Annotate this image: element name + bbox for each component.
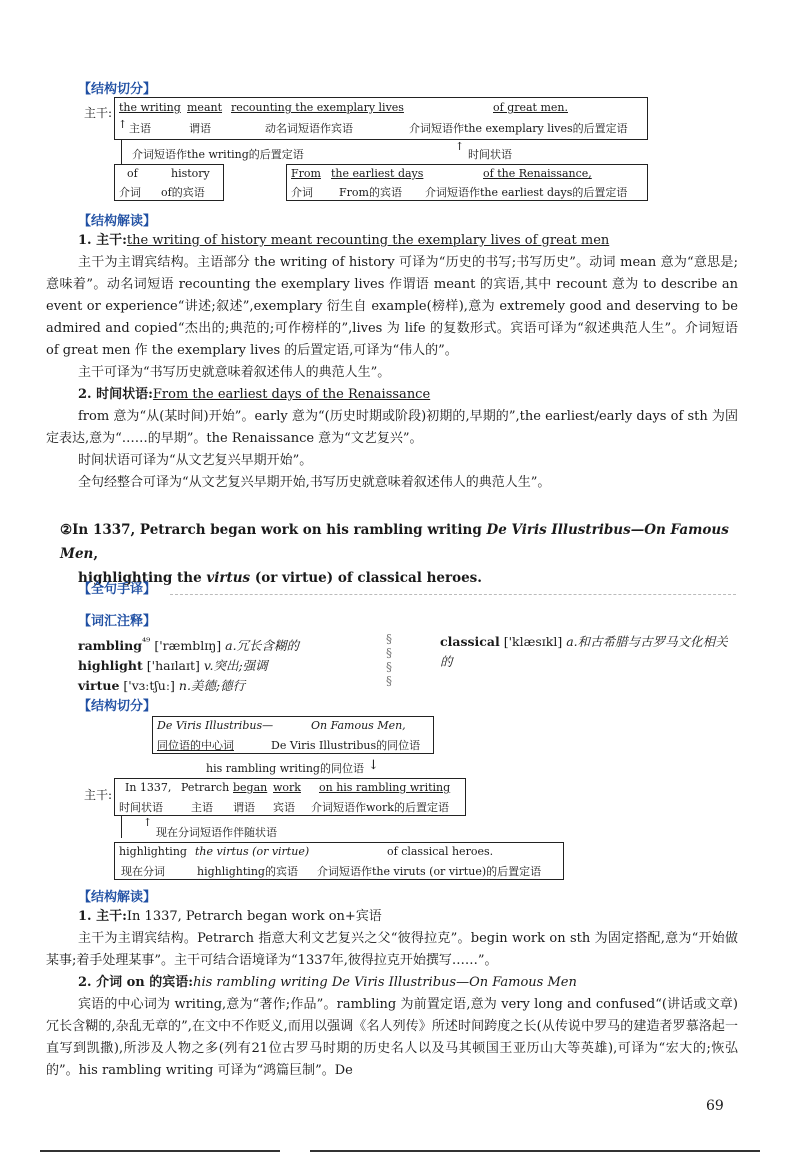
label-of-object: of的宾语 [161, 186, 205, 199]
label-prep: 介词 [291, 186, 313, 199]
p1-title-text: In 1337, Petrarch began work on+宾语 [126, 909, 382, 924]
word-of-great-men: of great men. [493, 101, 568, 114]
main-box-2 [114, 778, 466, 816]
s2-p1-body: 主干为主谓宾结构。Petrarch 指意大利文艺复兴之父“彼得拉克”。begin work on sth 为固定搭配,意为“开始做某事;着手处理某事”。主干可结合语境译为“1337年,彼得拉克开始撰写……”。 [46, 931, 738, 968]
label-time: 时间状语 [119, 801, 163, 814]
vocab-phonetic: ['vɜːtʃuː] [123, 678, 175, 694]
vocab-word: virtue [78, 678, 120, 694]
vocab-right [440, 632, 740, 672]
vocab-phonetic: ['klæsɪkl] [503, 634, 563, 649]
label-from-object: From的宾语 [339, 186, 402, 199]
word-on-famous-men: On Famous Men, [311, 719, 406, 732]
p1-title-text: the writing of history meant recounting the exemplary lives of great men [126, 233, 610, 248]
vocab-word: highlight [78, 658, 143, 674]
sentence-2-part-a: In 1337, Petrarch began work on his rambling writing [72, 522, 487, 538]
divider-ornament: § § § § [386, 632, 392, 688]
word-work: work [273, 781, 301, 794]
s2-p2-body: 宾语的中心词为 writing,意为“著作;作品”。rambling 为前置定语,意为 very long and confused“(讲话或文章)冗长含糊的,杂乱无章的”,在文中不作贬义,而用以强调《名人列传》所述时间跨度之长(从传说中罗马的建造者罗慕洛起一直写到凯撒),所涉及人物之多(列有21位古罗马时期的历史名人以及马其顿国王亚历山大等英雄),可译为“宏大的;恢弘的”。his rambling writing 可译为“鸿篇巨制”。De [46, 997, 738, 1078]
structure-heading-2: 【结构切分】 [78, 699, 157, 714]
p2-title-text: From the earliest days of the Renaissance [152, 387, 431, 402]
vocab-def: a.冗长含糊的 [225, 638, 300, 654]
label-prep: 介词 [119, 186, 141, 199]
label-object: 动名词短语作宾语 [265, 122, 353, 135]
vocab-heading: 【词汇注释】 [78, 614, 157, 629]
vocab-def: n.美德;德行 [178, 678, 246, 694]
word-meant: meant [187, 101, 223, 114]
page-number: 69 [706, 1098, 724, 1114]
p1-title-label: 1. 主干: [78, 909, 127, 924]
footer-rule-left [40, 1150, 280, 1152]
p2-title-text: his rambling writing De Viris Illustribus—On Famous Men [193, 975, 577, 990]
word-de-viris: De Viris Illustribus— [157, 719, 274, 732]
s1-p1-trans: 主干可译为“书写历史就意味着叙述伟人的典范人生”。 [78, 365, 391, 380]
title-box [152, 716, 434, 754]
vocab-phonetic: ['ræmblɪŋ] [154, 638, 222, 654]
word-in-1337: In 1337, [125, 781, 172, 794]
word-of-renaissance: of the Renaissance, [483, 167, 592, 180]
analysis-heading-1: 【结构解读】 [78, 214, 157, 229]
prep-note: 介词短语作the writing的后置定语 [132, 148, 304, 161]
sentence-2-part-d: (or virtue) of classical heroes. [250, 570, 482, 586]
label-participle-object: highlighting的宾语 [197, 865, 298, 878]
label-attributive: 介词短语作the exemplary lives的后置定语 [409, 122, 628, 135]
participle-box [114, 842, 564, 880]
vocab-item [78, 632, 398, 656]
arrow-down-icon: ↓ [368, 758, 379, 773]
vocab-item [78, 676, 398, 696]
label-object: 宾语 [273, 801, 295, 814]
sentence-number: ② [60, 522, 73, 538]
analysis-heading-2: 【结构解读】 [78, 890, 157, 905]
p2-title-label: 2. 介词 on 的宾语: [78, 975, 194, 990]
connector-line [121, 816, 122, 838]
structure-heading-1: 【结构切分】 [78, 82, 157, 97]
appos-note: his rambling writing的同位语 [206, 762, 364, 775]
main-label-1: 主干: [84, 106, 113, 120]
participle-note: 现在分词短语作伴随状语 [156, 826, 277, 839]
label-attributive: 介词短语作the viruts (or virtue)的后置定语 [317, 865, 542, 878]
s1-p2-body: from 意为“从(某时间)开始”。early 意为“(历史时期或阶段)初期的,早期的”,the earliest/early days of sth 为固定表达,意为“……的早期”。the Renaissance 意为“文艺复兴”。 [46, 409, 738, 446]
word-virtus: the virtus (or virtue) [195, 845, 310, 858]
frequency-mark: ⁴⁹ [141, 636, 151, 648]
arrow-up-icon [455, 140, 464, 153]
footer-rule-right [310, 1150, 760, 1152]
vocab-item [78, 656, 398, 676]
sentence-2 [60, 518, 750, 590]
vocab-list [78, 632, 398, 696]
from-box [286, 164, 648, 201]
s2-p1-title [78, 906, 738, 928]
sentence-2-virtus: virtus [206, 570, 251, 586]
time-note: 时间状语 [468, 148, 512, 161]
word-petrarch: Petrarch [181, 781, 230, 794]
vocab-def: v.突出;强调 [203, 658, 268, 674]
s1-p1-body: 主干为主谓宾结构。主语部分 the writing of history 可译为“历史的书写;书写历史”。动词 mean 意为“意思是;意味着”。动名词短语 recounting the exemplary lives 作谓语 meant 的宾语,其中 recount 意为 to describe an event or experience“讲述;叙述”,exemplary 衍生自 example(榜样),意为 extremely good and deserving to be admired and copied“杰出的;典范的;可作榜样的”,lives 为 life 的复数形式。宾语可译为“叙述典范人生”。介词短语 of great men 作 the exemplary lives 的后置定语,可译为“伟人的”。 [46, 255, 738, 358]
s1-p1-title [78, 230, 738, 252]
word-on-writing: on his rambling writing [319, 781, 451, 794]
label-predicate: 谓语 [189, 122, 211, 135]
vocab-phonetic: ['haɪlaɪt] [146, 658, 200, 674]
of-history-box [114, 164, 224, 201]
answer-line[interactable] [170, 594, 736, 595]
vocab-def: a.和古希腊与古罗马文化相关的 [440, 634, 728, 669]
s1-p2-title [78, 384, 738, 406]
sentence-2-title: De Viris Illustribus—On Famous Men [60, 522, 729, 562]
main-label-2: 主干: [84, 788, 113, 802]
label-appos: De Viris Illustribus的同位语 [271, 739, 421, 752]
s2-p2-title [78, 972, 738, 994]
label-subject: 主语 [191, 801, 213, 814]
main-box-1 [114, 97, 648, 140]
word-began: began [233, 781, 268, 794]
label-attributive: 介词短语作work的后置定语 [311, 801, 449, 814]
vocab-word: rambling [78, 638, 142, 654]
arrow-up-icon [118, 118, 127, 131]
word-of: of [127, 167, 138, 180]
sentence-2-part-b: , [93, 546, 99, 562]
connector-line [121, 140, 122, 164]
label-subject: 主语 [129, 122, 151, 135]
word-classical-heroes: of classical heroes. [387, 845, 494, 858]
s1-p2-trans: 时间状语可译为“从文艺复兴早期开始”。 [78, 453, 313, 468]
p2-title-label: 2. 时间状语: [78, 387, 153, 402]
label-attributive: 介词短语作the earliest days的后置定语 [425, 186, 628, 199]
p1-title-label: 1. 主干: [78, 233, 127, 248]
s1-full-trans: 全句经整合可译为“从文艺复兴早期开始,书写历史就意味着叙述伟人的典范人生”。 [78, 475, 551, 490]
word-recounting: recounting the exemplary lives [231, 101, 404, 114]
translate-heading: 【全句手译】 [78, 582, 157, 597]
word-history: history [171, 167, 210, 180]
label-participle: 现在分词 [121, 865, 165, 878]
word-the-writing: the writing [119, 101, 181, 114]
word-earliest-days: the earliest days [331, 167, 424, 180]
arrow-up-icon [143, 816, 152, 829]
label-predicate: 谓语 [233, 801, 255, 814]
word-from: From [291, 167, 321, 180]
sentence-2-part-c: highlighting the [78, 570, 207, 586]
label-appos-head: 同位语的中心词 [157, 739, 234, 752]
word-highlighting: highlighting [119, 845, 187, 858]
vocab-word: classical [440, 634, 500, 649]
